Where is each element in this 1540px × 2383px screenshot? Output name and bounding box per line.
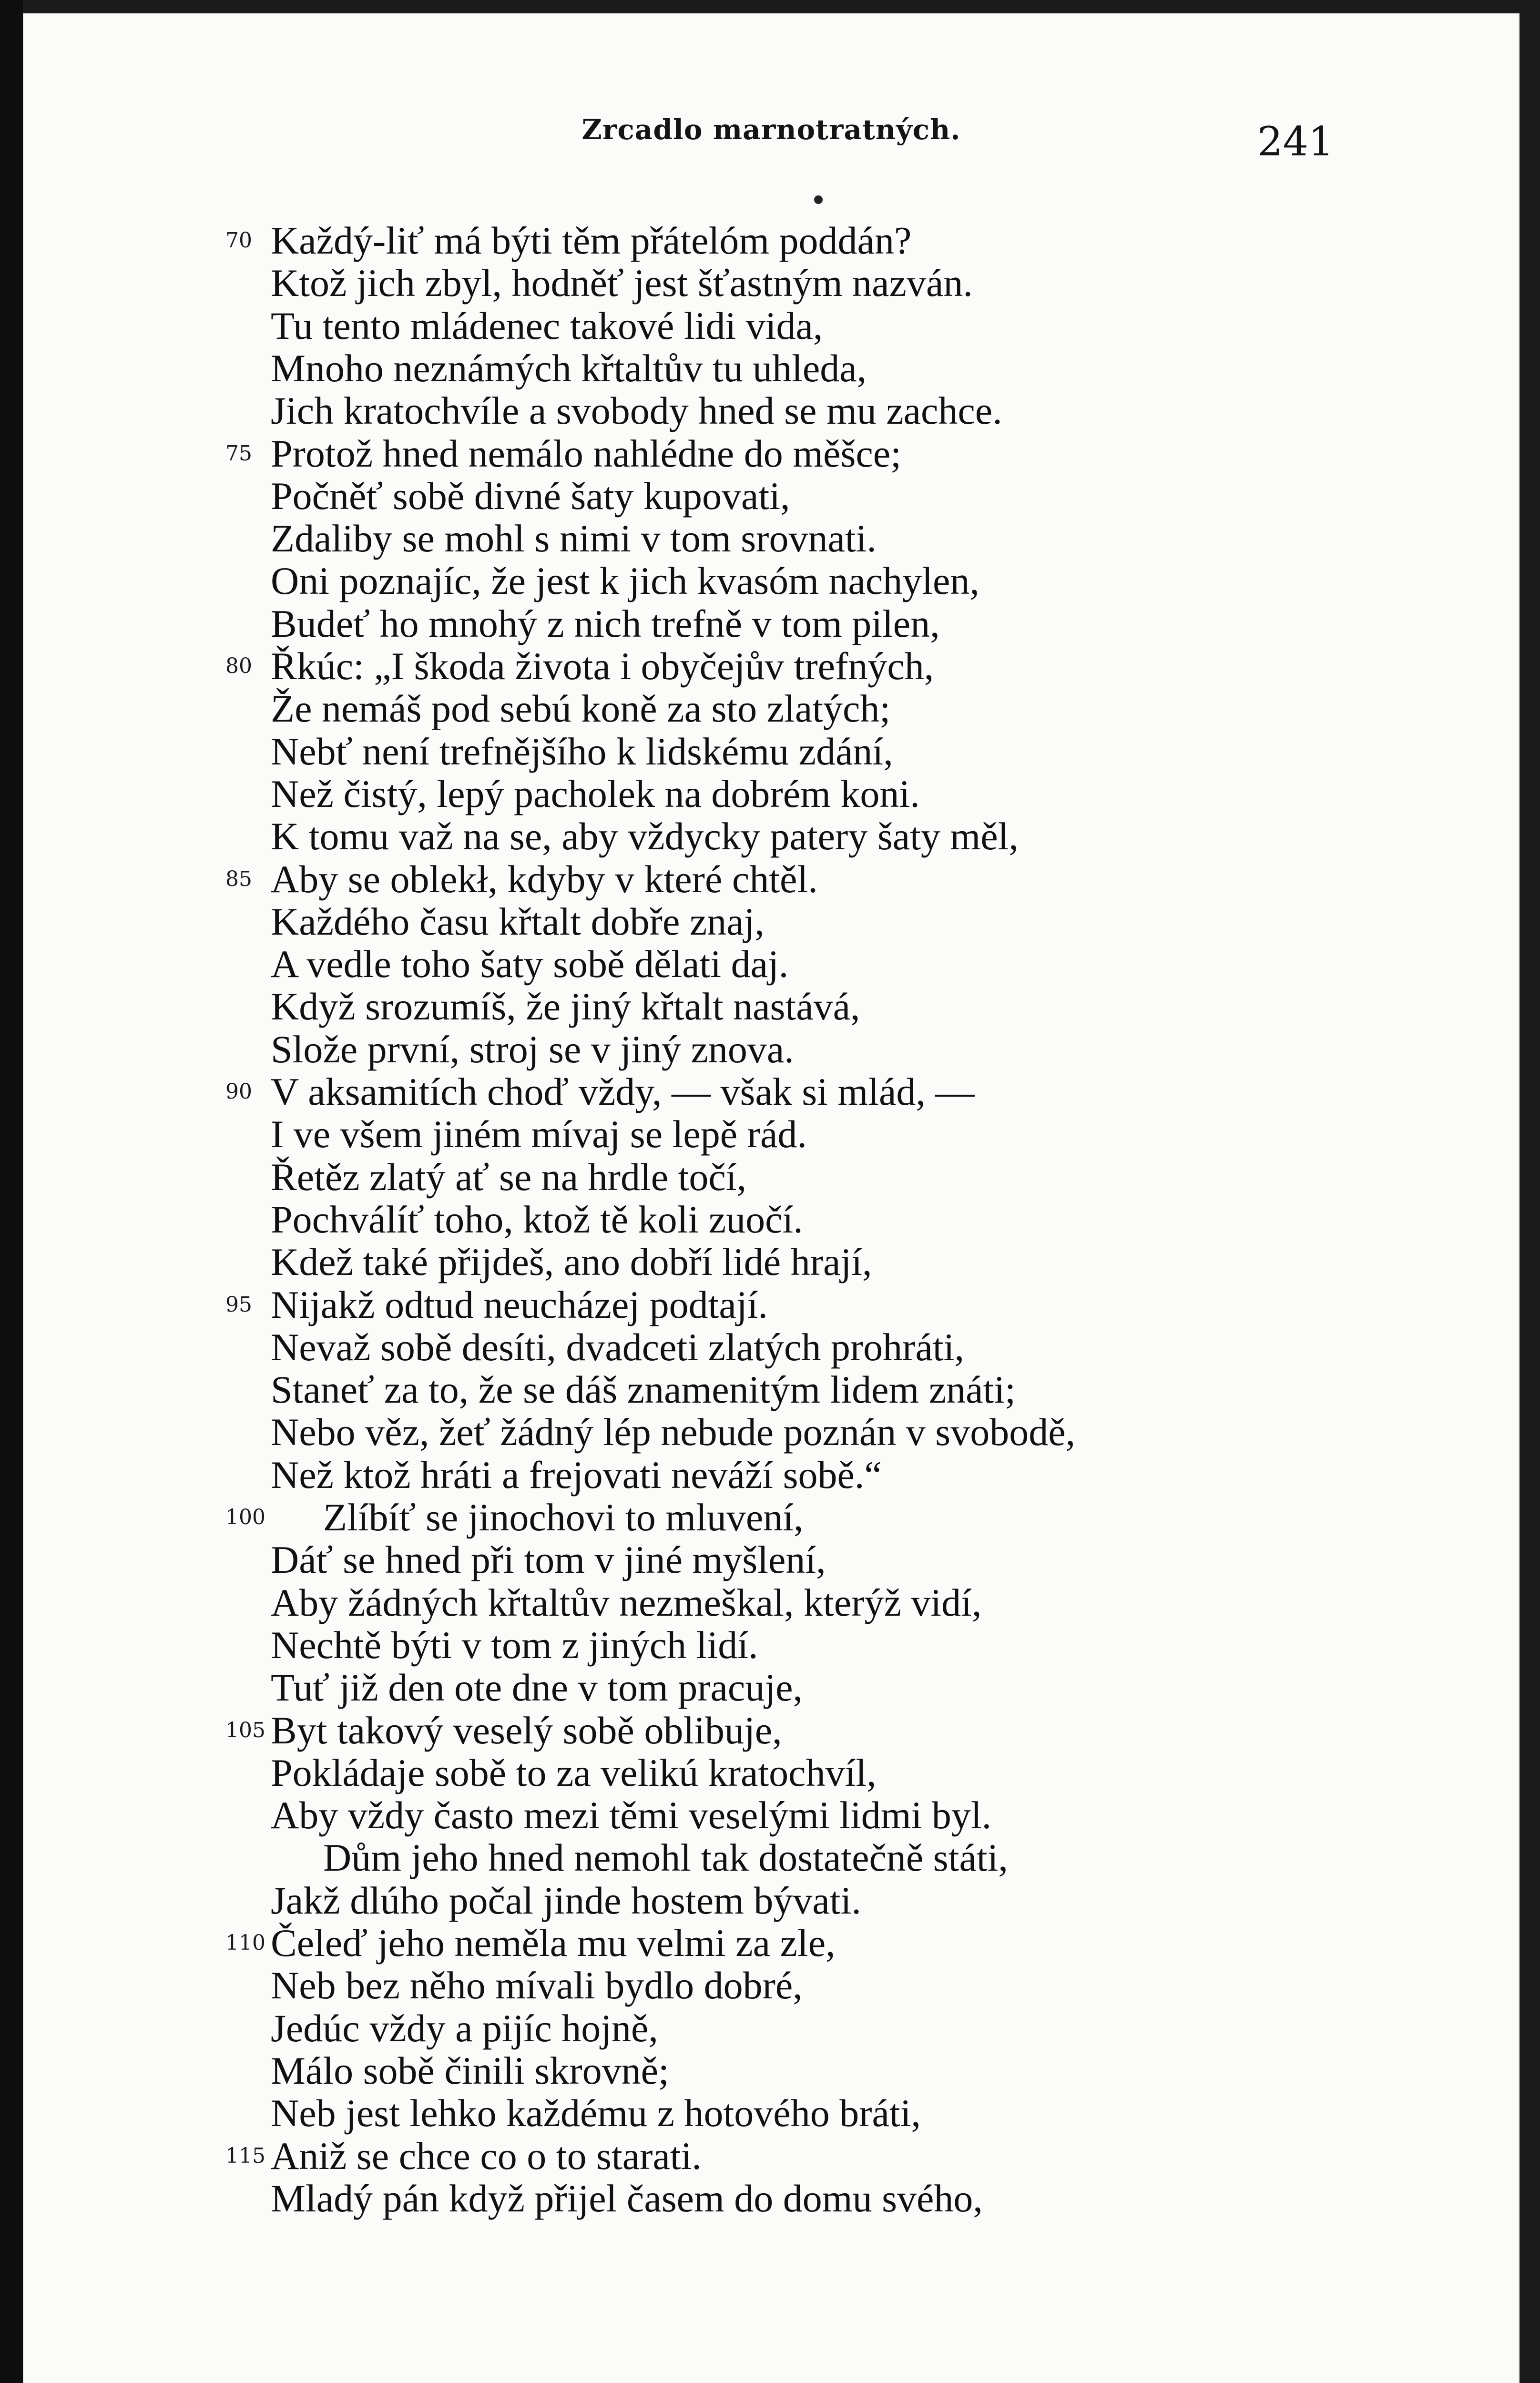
line-number: 70 <box>225 228 252 253</box>
verse-text: Ktož jich zbyl, hodněť jest šťastným nazván. <box>271 261 973 305</box>
verse-text: Každého času křtalt dobře znaj, <box>271 899 765 943</box>
verse-text: Málo sobě činili skrovně; <box>271 2048 669 2092</box>
verse-text: Dům jeho hned nemohl tak dostatečně státi, <box>323 1836 1008 1880</box>
verse-text: Nijakž odtud neucházej podtají. <box>271 1283 768 1326</box>
line-number: 90 <box>225 1079 252 1104</box>
verse-text: Počněť sobě divné šaty kupovati, <box>271 474 790 518</box>
verse-text: Oni poznajíc, že jest k jich kvasóm nachylen, <box>271 559 979 603</box>
verse-text: V aksamitích choď vždy, — však si mlád, — <box>271 1070 975 1113</box>
book-page <box>23 13 1520 2383</box>
verse-text: Nebo věz, žeť žádný lép nebude poznán v svobodě, <box>271 1410 1076 1454</box>
verse-text: Čeleď jeho neměla mu velmi za zle, <box>271 1921 836 1965</box>
verse-text: Když srozumíš, že jiný křtalt nastává, <box>271 985 860 1029</box>
line-number: 80 <box>225 654 252 678</box>
verse-text: Aniž se chce co o to starati. <box>271 2134 702 2178</box>
verse-text: Nevaž sobě desíti, dvadceti zlatých prohráti, <box>271 1325 964 1369</box>
ink-dot <box>814 195 823 204</box>
verse-text: Jakž dlúho počal jinde hostem bývati. <box>271 1878 861 1922</box>
verse-text: Než čistý, lepý pacholek na dobrém koni. <box>271 772 920 815</box>
verse-text: Aby žádných křtaltův nezmeškal, kterýž vidí, <box>271 1580 982 1624</box>
verse-text: Že nemáš pod sebú koně za sto zlatých; <box>271 687 891 731</box>
line-number: 110 <box>225 1931 265 1955</box>
verse-text: Mladý pán když přijel časem do domu svého, <box>271 2176 983 2220</box>
verse-text: Mnoho neznámých křtaltův tu uhleda, <box>271 346 867 390</box>
verse-text: Pochválíť toho, ktož tě koli zuočí. <box>271 1197 803 1241</box>
verse-text: Tu tento mládenec takové lidi vida, <box>271 304 823 347</box>
verse-text: Neb bez něho mívali bydlo dobré, <box>271 1964 803 2007</box>
verse-text: Staneť za to, že se dáš znamenitým lidem znáti; <box>271 1368 1016 1412</box>
verse-text: Jedúc vždy a pijíc hojně, <box>271 2006 658 2050</box>
verse-text: Nebť není trefnějšího k lidskému zdání, <box>271 729 893 773</box>
verse-text: Než ktož hráti a frejovati neváží sobě.“ <box>271 1453 882 1497</box>
verse-text: Jich kratochvíle a svobody hned se mu zachce. <box>271 389 1002 433</box>
verse-text: Byt takový veselý sobě oblibuje, <box>271 1708 782 1752</box>
line-number: 95 <box>225 1292 252 1317</box>
line-number: 100 <box>225 1505 265 1529</box>
verse-text: Slože první, stroj se v jiný znova. <box>271 1027 794 1071</box>
verse-text: Protož hned nemálo nahlédne do měšce; <box>271 431 901 475</box>
verse-text: A vedle toho šaty sobě dělati daj. <box>271 942 789 986</box>
verse-text: Řetěz zlatý ať se na hrdle točí, <box>271 1155 747 1199</box>
verse-text: K tomu važ na se, aby vždycky patery šaty měl, <box>271 815 1019 858</box>
verse-text: Aby se oblekł, kdyby v které chtěl. <box>271 857 818 901</box>
verse-text: Zdaliby se mohl s nimi v tom srovnati. <box>271 517 877 560</box>
verse-text: Pokládaje sobě to za velikú kratochvíl, <box>271 1751 877 1794</box>
line-number: 115 <box>225 2143 265 2168</box>
verse-text: Každý-liť má býti těm přátelóm poddán? <box>271 219 912 262</box>
verse-text: I ve všem jiném mívaj se lepě rád. <box>271 1112 807 1156</box>
line-number: 75 <box>225 441 252 466</box>
verse-text: Dáť se hned při tom v jiné myšlení, <box>271 1538 826 1582</box>
verse-text: Tuť již den ote dne v tom pracuje, <box>271 1666 803 1710</box>
verse-text: Zlíbíť se jinochovi to mluvení, <box>323 1496 804 1539</box>
line-number: 85 <box>225 866 252 891</box>
verse-text: Řkúc: „I škoda života i obyčejův trefných, <box>271 644 934 688</box>
verse-text: Neb jest lehko každému z hotového bráti, <box>271 2091 921 2135</box>
verse-text: Nechtě býti v tom z jiných lidí. <box>271 1623 758 1667</box>
book-spine-shadow <box>0 0 23 2383</box>
running-title: Zrcadlo marnotratných. <box>581 113 961 146</box>
verse-text: Aby vždy často mezi těmi veselými lidmi byl. <box>271 1793 992 1837</box>
verse-text: Budeť ho mnohý z nich trefně v tom pilen, <box>271 601 940 645</box>
verse-text: Kdež také přijdeš, ano dobří lidé hrají, <box>271 1240 872 1284</box>
page-number: 241 <box>1257 118 1334 165</box>
line-number: 105 <box>225 1718 265 1742</box>
